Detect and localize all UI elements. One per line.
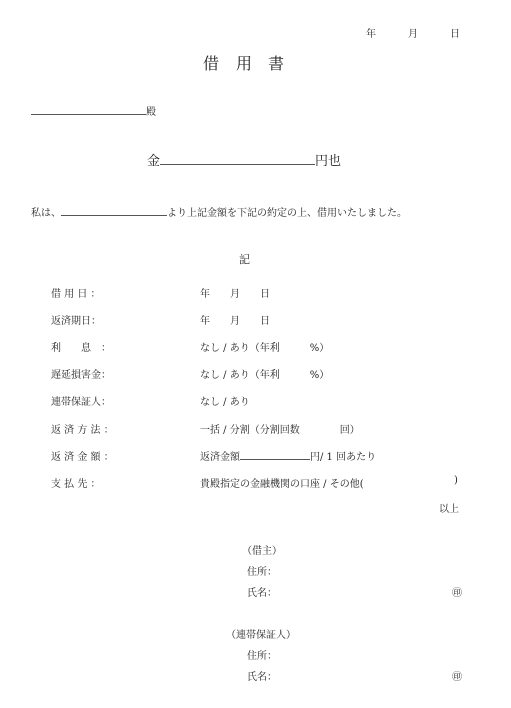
borrower-name-label: 氏名： <box>247 588 277 599</box>
amount-blank-line[interactable] <box>160 151 315 165</box>
term-label-7: 返 済 金 額 ： <box>51 452 114 463</box>
repayment-amount-prefix: 返済金額 <box>200 452 240 463</box>
term-label-6: 返 済 方 法 ： <box>51 425 114 436</box>
guarantor-address-label: 住所： <box>247 651 277 662</box>
date-day-label: 日 <box>450 29 460 40</box>
guarantor-seal-mark: ㊞ <box>452 672 462 683</box>
term-value-4: なし / あり（年利 %） <box>200 370 330 381</box>
repayment-amount-blank-line[interactable] <box>240 448 310 460</box>
ki-heading: 記 <box>239 253 250 266</box>
term-label-5: 連帯保証人： <box>51 397 111 408</box>
addressee-honorific: 殿 <box>146 107 156 118</box>
statement-suffix: より上記金額を下記の約定の上、借用いたしました。 <box>167 208 407 219</box>
date-month-label: 月 <box>408 29 418 40</box>
repayment-amount-suffix: 円/ 1 回あたり <box>310 452 377 463</box>
amount-row <box>147 150 341 169</box>
guarantor-heading: （連帯保証人） <box>226 630 296 641</box>
term-value-3: なし / あり（年利 %） <box>200 343 330 354</box>
term-value-5: なし / あり <box>200 397 250 408</box>
term-label-3: 利 息 ： <box>51 343 111 354</box>
ijou-text: 以上 <box>439 504 459 515</box>
term-value-7 <box>200 448 376 463</box>
term-value-6: 一括 / 分割（分割回数 回） <box>200 425 360 436</box>
lender-blank-line[interactable] <box>61 204 167 216</box>
borrower-seal-mark: ㊞ <box>452 588 462 599</box>
guarantor-name-label: 氏名： <box>247 672 277 683</box>
document-title-char-2: 用 <box>236 54 255 73</box>
addressee-blank-line[interactable] <box>31 103 146 115</box>
term-label-4: 遅延損害金： <box>51 370 111 381</box>
term-label-2: 返済期日： <box>51 316 101 327</box>
term-value-8-close: ) <box>454 475 458 486</box>
document-title-char-1: 借 <box>203 54 222 73</box>
amount-prefix: 金 <box>147 154 161 169</box>
term-value-8: 貴殿指定の金融機関の口座 / その他( <box>200 479 364 490</box>
term-value-1: 年 月 日 <box>200 289 270 300</box>
borrower-address-label: 住所： <box>247 567 277 578</box>
amount-suffix: 円也 <box>315 154 342 169</box>
statement-row <box>31 204 407 219</box>
addressee-row <box>31 103 156 118</box>
document-title-char-3: 書 <box>268 54 287 73</box>
borrower-heading: （借主） <box>242 546 282 557</box>
date-year-label: 年 <box>366 29 376 40</box>
term-value-2: 年 月 日 <box>200 316 270 327</box>
term-label-8: 支 払 先 ： <box>51 479 101 490</box>
statement-prefix: 私は、 <box>31 208 61 219</box>
term-label-1: 借 用 日 ： <box>51 289 101 300</box>
